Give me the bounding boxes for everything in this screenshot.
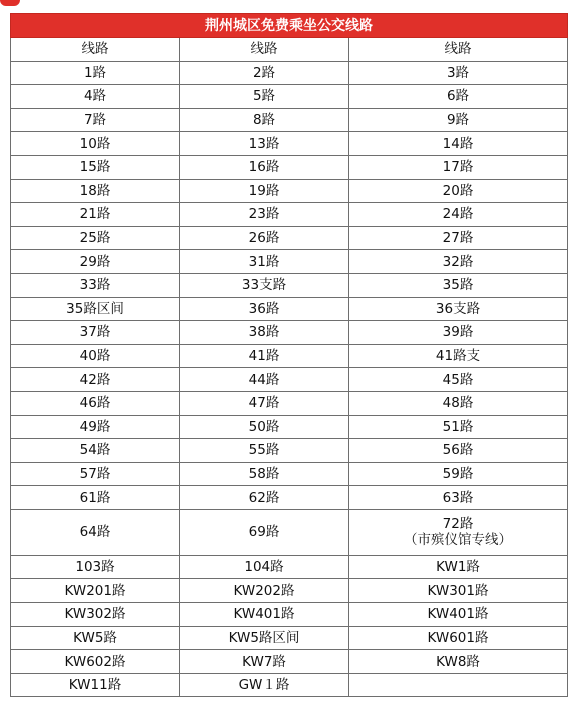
route-label: 26路 (248, 230, 280, 247)
route-label: 41路 (248, 348, 280, 365)
route-label: 20路 (442, 182, 474, 199)
table-row (11, 344, 568, 368)
route-label: 62路 (248, 489, 280, 506)
route-cell (349, 509, 568, 555)
route-label: KW201路 (64, 582, 126, 599)
route-cell (349, 673, 568, 697)
route-cell (349, 273, 568, 297)
table-row (11, 226, 568, 250)
route-cell (11, 108, 180, 132)
route-cell (11, 250, 180, 274)
table-row (11, 108, 568, 132)
route-cell (349, 321, 568, 345)
route-cell (180, 626, 349, 650)
route-label: 58路 (248, 465, 280, 482)
route-label: 69路 (248, 524, 280, 541)
route-cell (349, 203, 568, 227)
route-label: 54路 (79, 442, 111, 459)
table-row (11, 85, 568, 109)
route-cell (11, 555, 180, 579)
route-label: 57路 (79, 465, 111, 482)
route-cell (180, 132, 349, 156)
route-label: 19路 (248, 182, 280, 199)
route-label: 24路 (442, 206, 474, 223)
route-label: KW301路 (427, 582, 489, 599)
route-cell (11, 344, 180, 368)
route-label: 16路 (248, 159, 280, 176)
route-label: 21路 (79, 206, 111, 223)
route-label: 8路 (252, 112, 276, 129)
route-label: 5路 (252, 88, 276, 105)
route-cell (11, 462, 180, 486)
route-label: 44路 (248, 371, 280, 388)
route-cell (349, 603, 568, 627)
route-cell (349, 226, 568, 250)
route-label: 36路 (248, 300, 280, 317)
route-label: KW601路 (427, 629, 489, 646)
route-cell (349, 555, 568, 579)
table-row (11, 673, 568, 697)
route-label: 2路 (252, 64, 276, 81)
route-cell (11, 273, 180, 297)
route-label: 4路 (83, 88, 107, 105)
route-cell (180, 321, 349, 345)
route-cell (11, 368, 180, 392)
table-row (11, 179, 568, 203)
route-label: 31路 (248, 253, 280, 270)
route-cell (180, 650, 349, 674)
route-cell (349, 344, 568, 368)
route-label: 36支路 (435, 300, 481, 317)
table-row (11, 462, 568, 486)
route-cell (349, 297, 568, 321)
route-cell (180, 673, 349, 697)
route-label: 40路 (79, 348, 111, 365)
route-label: KW401路 (427, 606, 489, 623)
route-cell (11, 132, 180, 156)
route-label: 61路 (79, 489, 111, 506)
route-cell (349, 368, 568, 392)
route-label: 56路 (442, 442, 474, 459)
route-cell (180, 391, 349, 415)
table-row (11, 321, 568, 345)
route-label: 33支路 (241, 277, 287, 294)
corner-decoration (0, 0, 20, 6)
route-cell (349, 439, 568, 463)
route-cell (180, 155, 349, 179)
table-title: 荆州城区免费乘坐公交线路 (11, 14, 568, 38)
route-label: KW202路 (233, 582, 295, 599)
route-cell (180, 368, 349, 392)
route-label: GW１路 (238, 677, 290, 694)
route-cell (180, 179, 349, 203)
route-label: 104路 (244, 559, 284, 576)
table-row (11, 297, 568, 321)
route-cell (11, 85, 180, 109)
route-cell (180, 108, 349, 132)
route-label: 15路 (79, 159, 111, 176)
route-cell (180, 226, 349, 250)
table-row (11, 415, 568, 439)
route-label: KW1路 (436, 559, 480, 576)
route-label: KW5路 (73, 629, 117, 646)
route-label: 63路 (442, 489, 474, 506)
route-cell (11, 179, 180, 203)
route-label: 47路 (248, 395, 280, 412)
route-label: 41路支 (435, 348, 481, 365)
route-cell (180, 439, 349, 463)
table-row (11, 61, 568, 85)
route-label: 13路 (248, 135, 280, 152)
route-cell (11, 626, 180, 650)
route-cell (349, 415, 568, 439)
route-label: 46路 (79, 395, 111, 412)
route-cell (11, 226, 180, 250)
table-row (11, 203, 568, 227)
table-row (11, 439, 568, 463)
route-cell (11, 603, 180, 627)
route-cell (349, 108, 568, 132)
table-row (11, 368, 568, 392)
route-cell (180, 415, 349, 439)
route-label: 35路 (442, 277, 474, 294)
route-label: 72路 (442, 516, 474, 533)
table-row (11, 132, 568, 156)
route-label: 25路 (79, 230, 111, 247)
column-header: 线路 (349, 38, 568, 62)
route-label: KW8路 (436, 653, 480, 670)
route-cell (349, 179, 568, 203)
route-label: 17路 (442, 159, 474, 176)
route-cell (349, 61, 568, 85)
route-label: KW602路 (64, 653, 126, 670)
table-row (11, 155, 568, 179)
route-cell (11, 297, 180, 321)
route-cell (180, 250, 349, 274)
route-label: 6路 (446, 88, 470, 105)
route-cell (349, 155, 568, 179)
route-cell (349, 579, 568, 603)
table-row (11, 626, 568, 650)
table-row (11, 391, 568, 415)
route-cell (180, 603, 349, 627)
route-cell (11, 486, 180, 510)
route-label: 18路 (79, 182, 111, 199)
route-cell (180, 273, 349, 297)
table-row (11, 273, 568, 297)
route-cell (180, 579, 349, 603)
route-label: 7路 (83, 112, 107, 129)
route-label: KW11路 (68, 677, 122, 694)
route-cell (11, 673, 180, 697)
route-cell (180, 486, 349, 510)
bus-routes-table (10, 13, 568, 697)
route-label: 35路区间 (66, 300, 124, 317)
column-header: 线路 (180, 38, 349, 62)
route-cell (349, 486, 568, 510)
route-label: 42路 (79, 371, 111, 388)
route-label: 49路 (79, 418, 111, 435)
title-row (11, 14, 568, 38)
route-cell (180, 61, 349, 85)
route-label: 9路 (446, 112, 470, 129)
route-label: 33路 (79, 277, 111, 294)
route-cell (180, 462, 349, 486)
route-cell (349, 85, 568, 109)
route-label: 55路 (248, 442, 280, 459)
route-label: 10路 (79, 135, 111, 152)
route-cell (11, 579, 180, 603)
route-cell (180, 297, 349, 321)
table-row (11, 486, 568, 510)
route-cell (11, 203, 180, 227)
route-label: 45路 (442, 371, 474, 388)
table-row (11, 603, 568, 627)
route-label: KW5路区间 (228, 629, 300, 646)
route-cell (11, 650, 180, 674)
header-row (11, 38, 568, 62)
route-label: 14路 (442, 135, 474, 152)
table-row (11, 555, 568, 579)
route-cell (11, 439, 180, 463)
table-row (11, 579, 568, 603)
route-cell (349, 626, 568, 650)
column-header: 线路 (11, 38, 180, 62)
route-label: 3路 (446, 64, 470, 81)
route-label: 32路 (442, 253, 474, 270)
route-cell (180, 555, 349, 579)
route-label: 23路 (248, 206, 280, 223)
route-label: 1路 (83, 64, 107, 81)
route-cell (11, 321, 180, 345)
route-cell (11, 391, 180, 415)
table-row (11, 250, 568, 274)
route-label: 48路 (442, 395, 474, 412)
route-cell (11, 61, 180, 85)
route-cell (11, 415, 180, 439)
route-label: 29路 (79, 253, 111, 270)
route-label: 64路 (79, 524, 111, 541)
route-cell (349, 650, 568, 674)
route-label: KW401路 (233, 606, 295, 623)
route-cell (11, 155, 180, 179)
route-label: 38路 (248, 324, 280, 341)
route-note: （市殡仪馆专线） (404, 532, 512, 549)
route-cell (180, 509, 349, 555)
route-cell (180, 85, 349, 109)
route-cell (349, 132, 568, 156)
route-label: 103路 (75, 559, 115, 576)
route-label: 37路 (79, 324, 111, 341)
route-label: 50路 (248, 418, 280, 435)
route-cell (349, 391, 568, 415)
route-cell (349, 250, 568, 274)
route-cell (11, 509, 180, 555)
route-cell (180, 203, 349, 227)
route-label: 59路 (442, 465, 474, 482)
route-label: 39路 (442, 324, 474, 341)
table-row (11, 509, 568, 555)
route-cell (180, 344, 349, 368)
route-label: 27路 (442, 230, 474, 247)
route-label: KW7路 (242, 653, 286, 670)
route-cell (349, 462, 568, 486)
table-row (11, 650, 568, 674)
route-label: KW302路 (64, 606, 126, 623)
route-label: 51路 (442, 418, 474, 435)
